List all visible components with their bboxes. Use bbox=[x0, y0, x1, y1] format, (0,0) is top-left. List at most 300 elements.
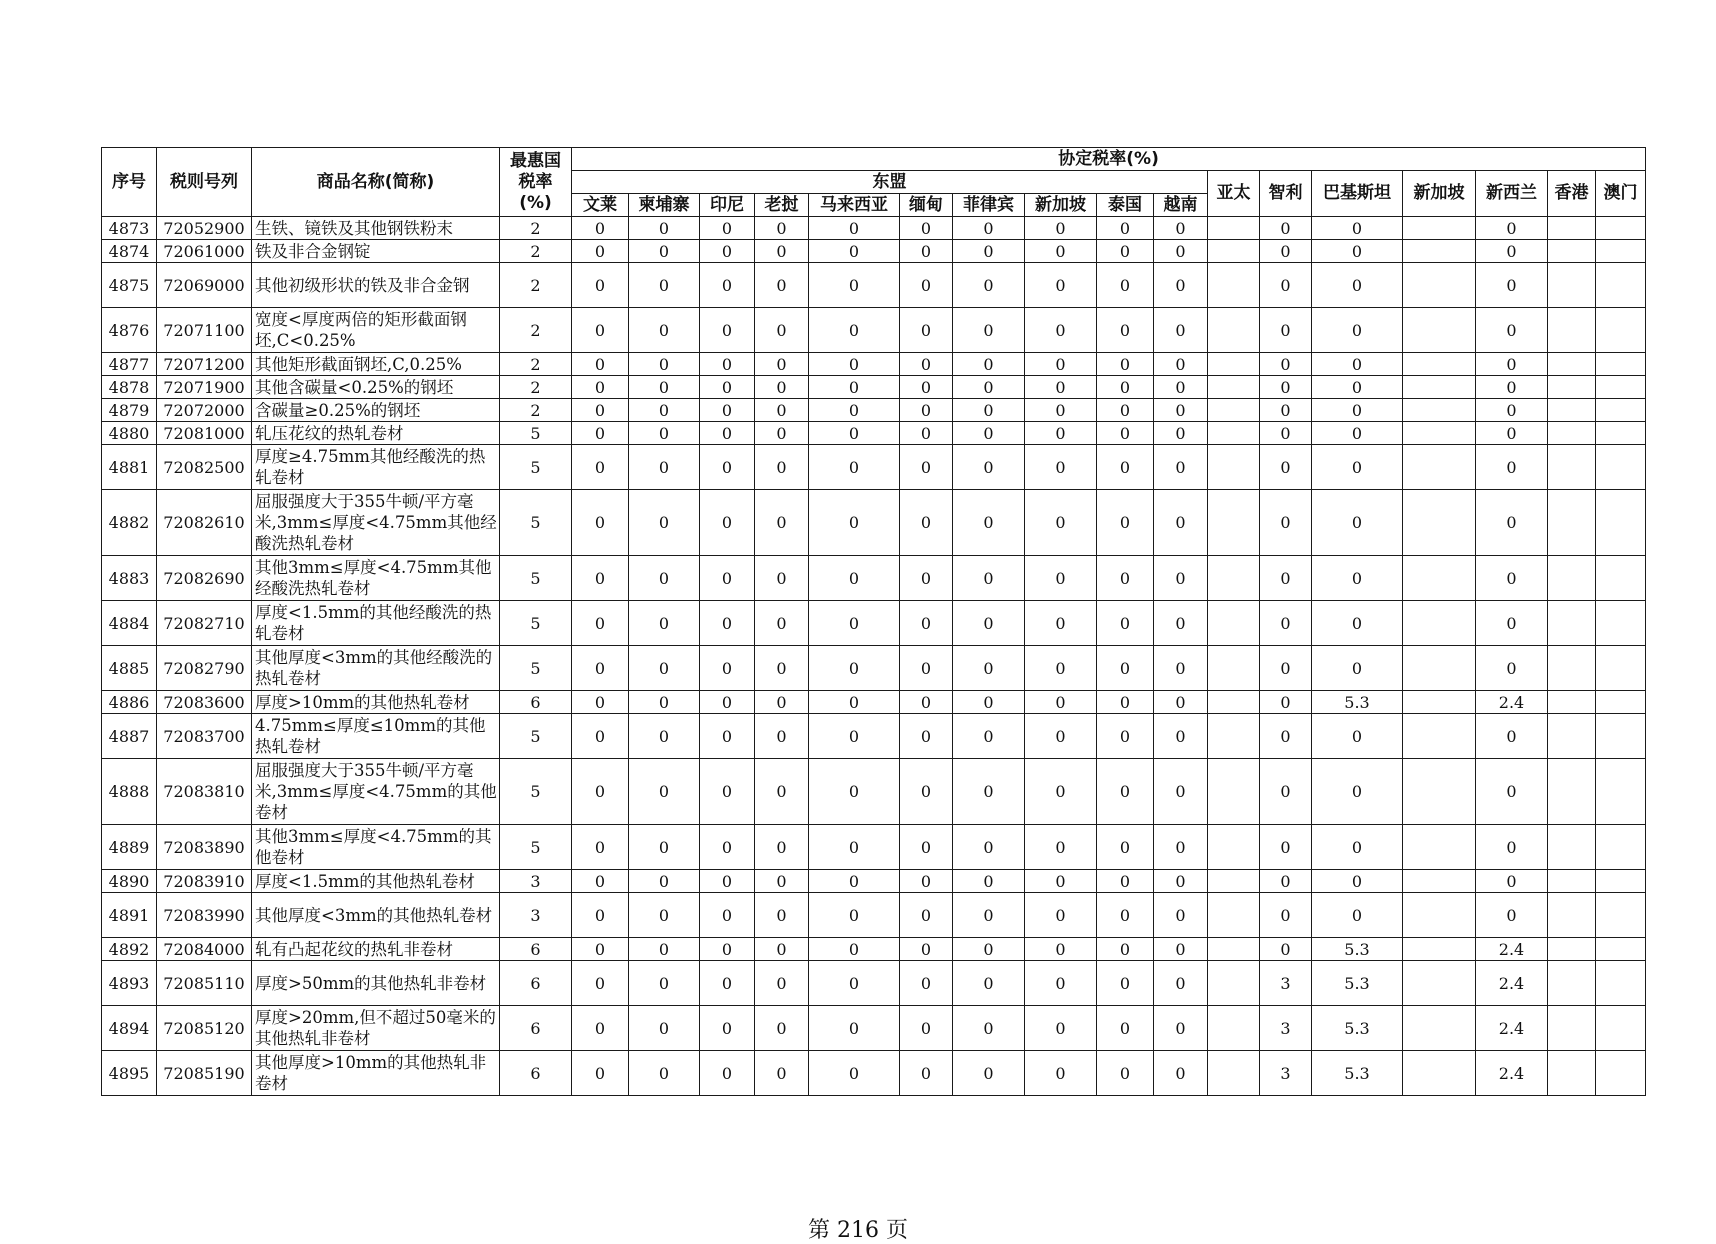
row-asean-rate: 0 bbox=[572, 870, 629, 893]
row-other-rate bbox=[1208, 445, 1260, 490]
row-other-rate bbox=[1548, 490, 1596, 556]
row-asean-rate: 0 bbox=[629, 240, 700, 263]
row-other-rate: 0 bbox=[1312, 308, 1403, 353]
row-asean-rate: 0 bbox=[700, 1006, 755, 1051]
row-asean-rate: 0 bbox=[700, 1051, 755, 1096]
row-asean-rate: 0 bbox=[900, 893, 953, 938]
row-asean-rate: 0 bbox=[900, 422, 953, 445]
row-other-rate bbox=[1548, 263, 1596, 308]
row-other-rate bbox=[1596, 714, 1646, 759]
row-asean-rate: 0 bbox=[755, 399, 809, 422]
row-asean-rate: 0 bbox=[1154, 263, 1208, 308]
row-asean-rate: 0 bbox=[1097, 601, 1154, 646]
table-row bbox=[102, 759, 1646, 825]
row-other-rate bbox=[1548, 399, 1596, 422]
row-other-rate bbox=[1596, 353, 1646, 376]
row-other-rate bbox=[1208, 240, 1260, 263]
row-other-rate bbox=[1596, 217, 1646, 240]
row-seq: 4876 bbox=[102, 308, 157, 353]
row-other-rate: 5.3 bbox=[1312, 1006, 1403, 1051]
row-other-rate: 2.4 bbox=[1476, 938, 1548, 961]
row-code: 72083890 bbox=[157, 825, 252, 870]
row-other-rate: 2.4 bbox=[1476, 1051, 1548, 1096]
row-asean-rate: 0 bbox=[572, 893, 629, 938]
row-asean-rate: 0 bbox=[700, 422, 755, 445]
row-other-rate: 0 bbox=[1476, 601, 1548, 646]
row-other-rate: 0 bbox=[1260, 601, 1312, 646]
row-code: 72082610 bbox=[157, 490, 252, 556]
tariff-table bbox=[101, 147, 1646, 1096]
row-name: 铁及非合金钢锭 bbox=[252, 240, 500, 263]
row-other-rate bbox=[1548, 422, 1596, 445]
row-other-rate bbox=[1548, 646, 1596, 691]
row-asean-rate: 0 bbox=[572, 556, 629, 601]
header-mfn: 最惠国税率(%) bbox=[500, 148, 572, 217]
row-asean-rate: 0 bbox=[953, 490, 1025, 556]
row-name: 其他矩形截面钢坯,C,0.25% bbox=[252, 353, 500, 376]
row-mfn: 2 bbox=[500, 376, 572, 399]
row-asean-rate: 0 bbox=[629, 870, 700, 893]
row-asean-rate: 0 bbox=[809, 376, 900, 399]
row-asean-rate: 0 bbox=[809, 308, 900, 353]
row-other-rate bbox=[1403, 893, 1476, 938]
row-asean-rate: 0 bbox=[1097, 646, 1154, 691]
row-other-rate: 0 bbox=[1260, 308, 1312, 353]
row-other-rate bbox=[1208, 870, 1260, 893]
row-other-rate bbox=[1208, 399, 1260, 422]
row-asean-rate: 0 bbox=[572, 1006, 629, 1051]
header-asean-country: 柬埔寨 bbox=[629, 194, 700, 217]
row-asean-rate: 0 bbox=[809, 714, 900, 759]
row-code: 72083910 bbox=[157, 870, 252, 893]
row-asean-rate: 0 bbox=[1097, 399, 1154, 422]
row-other-rate bbox=[1548, 240, 1596, 263]
row-other-rate: 0 bbox=[1260, 399, 1312, 422]
row-asean-rate: 0 bbox=[572, 490, 629, 556]
row-asean-rate: 0 bbox=[629, 961, 700, 1006]
row-asean-rate: 0 bbox=[700, 556, 755, 601]
row-name: 其他3mm≤厚度<4.75mm其他经酸洗热轧卷材 bbox=[252, 556, 500, 601]
row-asean-rate: 0 bbox=[755, 893, 809, 938]
row-other-rate bbox=[1208, 646, 1260, 691]
row-asean-rate: 0 bbox=[1154, 399, 1208, 422]
row-mfn: 2 bbox=[500, 353, 572, 376]
row-seq: 4884 bbox=[102, 601, 157, 646]
row-asean-rate: 0 bbox=[629, 893, 700, 938]
row-asean-rate: 0 bbox=[755, 308, 809, 353]
header-asean-country: 缅甸 bbox=[900, 194, 953, 217]
row-seq: 4875 bbox=[102, 263, 157, 308]
row-asean-rate: 0 bbox=[809, 353, 900, 376]
row-asean-rate: 0 bbox=[900, 646, 953, 691]
row-other-rate: 3 bbox=[1260, 1006, 1312, 1051]
row-asean-rate: 0 bbox=[953, 759, 1025, 825]
row-name: 厚度≥4.75mm其他经酸洗的热轧卷材 bbox=[252, 445, 500, 490]
row-asean-rate: 0 bbox=[953, 961, 1025, 1006]
row-asean-rate: 0 bbox=[809, 1051, 900, 1096]
row-asean-rate: 0 bbox=[1154, 825, 1208, 870]
row-asean-rate: 0 bbox=[900, 714, 953, 759]
row-asean-rate: 0 bbox=[1097, 938, 1154, 961]
row-other-rate bbox=[1208, 1051, 1260, 1096]
row-other-rate: 0 bbox=[1312, 870, 1403, 893]
row-asean-rate: 0 bbox=[629, 1051, 700, 1096]
row-name: 其他厚度<3mm的其他经酸洗的热轧卷材 bbox=[252, 646, 500, 691]
row-asean-rate: 0 bbox=[900, 961, 953, 1006]
row-code: 72082500 bbox=[157, 445, 252, 490]
row-asean-rate: 0 bbox=[809, 601, 900, 646]
row-asean-rate: 0 bbox=[809, 646, 900, 691]
row-other-rate: 0 bbox=[1476, 646, 1548, 691]
row-other-rate: 3 bbox=[1260, 1051, 1312, 1096]
row-seq: 4893 bbox=[102, 961, 157, 1006]
row-mfn: 5 bbox=[500, 825, 572, 870]
row-other-rate bbox=[1596, 556, 1646, 601]
row-other-rate bbox=[1548, 445, 1596, 490]
row-other-rate bbox=[1403, 961, 1476, 1006]
row-asean-rate: 0 bbox=[1097, 1006, 1154, 1051]
row-code: 72071900 bbox=[157, 376, 252, 399]
row-asean-rate: 0 bbox=[1097, 961, 1154, 1006]
row-asean-rate: 0 bbox=[809, 870, 900, 893]
header-other: 新加坡 bbox=[1403, 171, 1476, 217]
row-asean-rate: 0 bbox=[953, 938, 1025, 961]
row-other-rate: 0 bbox=[1476, 490, 1548, 556]
row-other-rate: 0 bbox=[1260, 825, 1312, 870]
row-other-rate bbox=[1208, 759, 1260, 825]
row-other-rate: 0 bbox=[1476, 714, 1548, 759]
row-asean-rate: 0 bbox=[629, 308, 700, 353]
row-asean-rate: 0 bbox=[953, 308, 1025, 353]
row-other-rate: 0 bbox=[1260, 353, 1312, 376]
row-seq: 4892 bbox=[102, 938, 157, 961]
table-header bbox=[102, 148, 1646, 217]
row-name: 轧压花纹的热轧卷材 bbox=[252, 422, 500, 445]
row-mfn: 2 bbox=[500, 240, 572, 263]
row-asean-rate: 0 bbox=[953, 399, 1025, 422]
table-row bbox=[102, 240, 1646, 263]
row-asean-rate: 0 bbox=[755, 961, 809, 1006]
row-other-rate bbox=[1596, 399, 1646, 422]
row-asean-rate: 0 bbox=[1154, 556, 1208, 601]
row-seq: 4894 bbox=[102, 1006, 157, 1051]
row-code: 72071200 bbox=[157, 353, 252, 376]
header-other: 亚太 bbox=[1208, 171, 1260, 217]
row-other-rate: 0 bbox=[1476, 422, 1548, 445]
row-mfn: 5 bbox=[500, 601, 572, 646]
row-asean-rate: 0 bbox=[1097, 825, 1154, 870]
row-asean-rate: 0 bbox=[1154, 870, 1208, 893]
row-asean-rate: 0 bbox=[700, 353, 755, 376]
row-other-rate: 0 bbox=[1312, 353, 1403, 376]
row-asean-rate: 0 bbox=[755, 825, 809, 870]
row-seq: 4886 bbox=[102, 691, 157, 714]
row-code: 72052900 bbox=[157, 217, 252, 240]
row-asean-rate: 0 bbox=[1025, 263, 1097, 308]
table-row bbox=[102, 1051, 1646, 1096]
row-other-rate bbox=[1596, 240, 1646, 263]
row-seq: 4890 bbox=[102, 870, 157, 893]
row-asean-rate: 0 bbox=[953, 714, 1025, 759]
row-other-rate bbox=[1403, 938, 1476, 961]
row-asean-rate: 0 bbox=[1025, 1006, 1097, 1051]
row-asean-rate: 0 bbox=[1154, 422, 1208, 445]
row-asean-rate: 0 bbox=[700, 601, 755, 646]
row-seq: 4879 bbox=[102, 399, 157, 422]
row-other-rate: 0 bbox=[1260, 714, 1312, 759]
row-asean-rate: 0 bbox=[1154, 714, 1208, 759]
header-other: 澳门 bbox=[1596, 171, 1646, 217]
table-row bbox=[102, 825, 1646, 870]
row-asean-rate: 0 bbox=[572, 422, 629, 445]
row-other-rate: 0 bbox=[1260, 490, 1312, 556]
row-other-rate bbox=[1208, 217, 1260, 240]
row-other-rate: 0 bbox=[1476, 240, 1548, 263]
row-other-rate: 2.4 bbox=[1476, 691, 1548, 714]
row-seq: 4873 bbox=[102, 217, 157, 240]
row-asean-rate: 0 bbox=[900, 399, 953, 422]
row-asean-rate: 0 bbox=[1154, 1051, 1208, 1096]
row-asean-rate: 0 bbox=[809, 961, 900, 1006]
row-asean-rate: 0 bbox=[629, 714, 700, 759]
row-other-rate: 0 bbox=[1260, 870, 1312, 893]
header-name: 商品名称(简称) bbox=[252, 148, 500, 217]
row-mfn: 2 bbox=[500, 217, 572, 240]
row-name: 厚度>20mm,但不超过50毫米的其他热轧非卷材 bbox=[252, 1006, 500, 1051]
row-code: 72082790 bbox=[157, 646, 252, 691]
row-asean-rate: 0 bbox=[953, 1051, 1025, 1096]
row-asean-rate: 0 bbox=[1097, 691, 1154, 714]
row-seq: 4895 bbox=[102, 1051, 157, 1096]
header-asean-country: 泰国 bbox=[1097, 194, 1154, 217]
row-mfn: 6 bbox=[500, 691, 572, 714]
row-asean-rate: 0 bbox=[1154, 240, 1208, 263]
row-asean-rate: 0 bbox=[572, 376, 629, 399]
row-other-rate bbox=[1548, 759, 1596, 825]
row-asean-rate: 0 bbox=[1154, 961, 1208, 1006]
row-other-rate: 0 bbox=[1260, 691, 1312, 714]
row-name: 厚度<1.5mm的其他经酸洗的热轧卷材 bbox=[252, 601, 500, 646]
table-row bbox=[102, 490, 1646, 556]
row-other-rate: 0 bbox=[1476, 217, 1548, 240]
row-asean-rate: 0 bbox=[1097, 217, 1154, 240]
row-other-rate: 5.3 bbox=[1312, 691, 1403, 714]
row-asean-rate: 0 bbox=[629, 263, 700, 308]
row-asean-rate: 0 bbox=[900, 308, 953, 353]
row-other-rate bbox=[1403, 646, 1476, 691]
row-other-rate bbox=[1403, 691, 1476, 714]
row-code: 72082690 bbox=[157, 556, 252, 601]
row-other-rate bbox=[1596, 308, 1646, 353]
row-mfn: 6 bbox=[500, 938, 572, 961]
row-other-rate: 0 bbox=[1260, 240, 1312, 263]
row-other-rate: 0 bbox=[1260, 893, 1312, 938]
table-row bbox=[102, 646, 1646, 691]
row-asean-rate: 0 bbox=[629, 938, 700, 961]
row-other-rate bbox=[1596, 1006, 1646, 1051]
row-mfn: 3 bbox=[500, 870, 572, 893]
row-asean-rate: 0 bbox=[900, 556, 953, 601]
row-asean-rate: 0 bbox=[755, 870, 809, 893]
row-asean-rate: 0 bbox=[572, 714, 629, 759]
row-other-rate: 5.3 bbox=[1312, 938, 1403, 961]
row-asean-rate: 0 bbox=[809, 445, 900, 490]
row-asean-rate: 0 bbox=[1025, 759, 1097, 825]
row-asean-rate: 0 bbox=[629, 422, 700, 445]
row-other-rate: 0 bbox=[1312, 490, 1403, 556]
row-other-rate bbox=[1548, 938, 1596, 961]
row-seq: 4883 bbox=[102, 556, 157, 601]
row-code: 72069000 bbox=[157, 263, 252, 308]
row-other-rate: 5.3 bbox=[1312, 961, 1403, 1006]
row-asean-rate: 0 bbox=[953, 870, 1025, 893]
row-asean-rate: 0 bbox=[809, 490, 900, 556]
row-other-rate bbox=[1208, 893, 1260, 938]
row-asean-rate: 0 bbox=[1097, 376, 1154, 399]
row-asean-rate: 0 bbox=[700, 399, 755, 422]
row-asean-rate: 0 bbox=[1025, 714, 1097, 759]
row-other-rate bbox=[1596, 691, 1646, 714]
row-other-rate bbox=[1403, 217, 1476, 240]
row-other-rate bbox=[1403, 556, 1476, 601]
row-other-rate bbox=[1596, 893, 1646, 938]
row-asean-rate: 0 bbox=[900, 870, 953, 893]
row-mfn: 6 bbox=[500, 1051, 572, 1096]
row-asean-rate: 0 bbox=[572, 1051, 629, 1096]
row-other-rate: 5.3 bbox=[1312, 1051, 1403, 1096]
row-other-rate: 0 bbox=[1476, 445, 1548, 490]
header-code: 税则号列 bbox=[157, 148, 252, 217]
row-asean-rate: 0 bbox=[900, 1051, 953, 1096]
row-asean-rate: 0 bbox=[1154, 646, 1208, 691]
table-row bbox=[102, 399, 1646, 422]
header-asean-country: 老挝 bbox=[755, 194, 809, 217]
row-asean-rate: 0 bbox=[572, 445, 629, 490]
row-code: 72061000 bbox=[157, 240, 252, 263]
row-seq: 4880 bbox=[102, 422, 157, 445]
row-other-rate: 0 bbox=[1260, 422, 1312, 445]
row-other-rate bbox=[1403, 308, 1476, 353]
row-mfn: 5 bbox=[500, 422, 572, 445]
row-asean-rate: 0 bbox=[572, 308, 629, 353]
row-seq: 4885 bbox=[102, 646, 157, 691]
row-other-rate: 0 bbox=[1312, 825, 1403, 870]
row-seq: 4882 bbox=[102, 490, 157, 556]
row-asean-rate: 0 bbox=[629, 759, 700, 825]
row-other-rate bbox=[1596, 490, 1646, 556]
row-code: 72085190 bbox=[157, 1051, 252, 1096]
row-asean-rate: 0 bbox=[700, 825, 755, 870]
row-other-rate bbox=[1596, 601, 1646, 646]
row-asean-rate: 0 bbox=[900, 217, 953, 240]
row-asean-rate: 0 bbox=[1025, 240, 1097, 263]
row-name: 厚度<1.5mm的其他热轧卷材 bbox=[252, 870, 500, 893]
row-code: 72071100 bbox=[157, 308, 252, 353]
row-other-rate bbox=[1208, 490, 1260, 556]
row-seq: 4887 bbox=[102, 714, 157, 759]
row-asean-rate: 0 bbox=[900, 601, 953, 646]
row-asean-rate: 0 bbox=[1154, 445, 1208, 490]
row-asean-rate: 0 bbox=[629, 601, 700, 646]
header-agreement: 协定税率(%) bbox=[572, 148, 1646, 171]
row-other-rate bbox=[1548, 217, 1596, 240]
row-asean-rate: 0 bbox=[953, 1006, 1025, 1051]
row-asean-rate: 0 bbox=[809, 263, 900, 308]
row-name: 其他含碳量<0.25%的钢坯 bbox=[252, 376, 500, 399]
row-asean-rate: 0 bbox=[1154, 490, 1208, 556]
row-asean-rate: 0 bbox=[953, 601, 1025, 646]
row-asean-rate: 0 bbox=[1097, 759, 1154, 825]
row-seq: 4877 bbox=[102, 353, 157, 376]
row-asean-rate: 0 bbox=[953, 422, 1025, 445]
row-code: 72072000 bbox=[157, 399, 252, 422]
row-asean-rate: 0 bbox=[755, 217, 809, 240]
row-seq: 4889 bbox=[102, 825, 157, 870]
row-other-rate bbox=[1548, 353, 1596, 376]
row-asean-rate: 0 bbox=[755, 353, 809, 376]
row-other-rate: 0 bbox=[1476, 825, 1548, 870]
row-code: 72082710 bbox=[157, 601, 252, 646]
row-other-rate bbox=[1208, 601, 1260, 646]
row-asean-rate: 0 bbox=[1097, 422, 1154, 445]
row-mfn: 6 bbox=[500, 1006, 572, 1051]
row-asean-rate: 0 bbox=[1025, 399, 1097, 422]
row-other-rate bbox=[1208, 938, 1260, 961]
row-other-rate: 0 bbox=[1312, 376, 1403, 399]
row-asean-rate: 0 bbox=[572, 601, 629, 646]
row-other-rate: 0 bbox=[1476, 759, 1548, 825]
table-row bbox=[102, 961, 1646, 1006]
row-other-rate: 0 bbox=[1260, 263, 1312, 308]
table-row bbox=[102, 308, 1646, 353]
row-mfn: 5 bbox=[500, 714, 572, 759]
row-asean-rate: 0 bbox=[755, 691, 809, 714]
row-other-rate bbox=[1596, 825, 1646, 870]
row-asean-rate: 0 bbox=[900, 353, 953, 376]
row-asean-rate: 0 bbox=[1025, 376, 1097, 399]
row-code: 72085110 bbox=[157, 961, 252, 1006]
table-row bbox=[102, 870, 1646, 893]
row-other-rate: 0 bbox=[1312, 217, 1403, 240]
row-name: 厚度>50mm的其他热轧非卷材 bbox=[252, 961, 500, 1006]
row-name: 其他厚度<3mm的其他热轧卷材 bbox=[252, 893, 500, 938]
row-mfn: 5 bbox=[500, 490, 572, 556]
row-code: 72083990 bbox=[157, 893, 252, 938]
row-other-rate bbox=[1548, 893, 1596, 938]
row-asean-rate: 0 bbox=[953, 691, 1025, 714]
row-other-rate: 0 bbox=[1312, 399, 1403, 422]
row-other-rate bbox=[1403, 759, 1476, 825]
row-asean-rate: 0 bbox=[1154, 217, 1208, 240]
table-row bbox=[102, 893, 1646, 938]
row-asean-rate: 0 bbox=[700, 217, 755, 240]
row-asean-rate: 0 bbox=[1025, 422, 1097, 445]
row-seq: 4881 bbox=[102, 445, 157, 490]
table-row bbox=[102, 556, 1646, 601]
row-asean-rate: 0 bbox=[1025, 825, 1097, 870]
row-other-rate bbox=[1208, 556, 1260, 601]
row-other-rate bbox=[1548, 1006, 1596, 1051]
row-other-rate bbox=[1548, 825, 1596, 870]
row-asean-rate: 0 bbox=[755, 445, 809, 490]
row-asean-rate: 0 bbox=[809, 422, 900, 445]
header-other: 智利 bbox=[1260, 171, 1312, 217]
row-other-rate bbox=[1596, 376, 1646, 399]
row-mfn: 2 bbox=[500, 399, 572, 422]
header-asean-country: 新加坡 bbox=[1025, 194, 1097, 217]
row-asean-rate: 0 bbox=[629, 353, 700, 376]
row-name: 屈服强度大于355牛顿/平方毫米,3mm≤厚度<4.75mm其他经酸洗热轧卷材 bbox=[252, 490, 500, 556]
